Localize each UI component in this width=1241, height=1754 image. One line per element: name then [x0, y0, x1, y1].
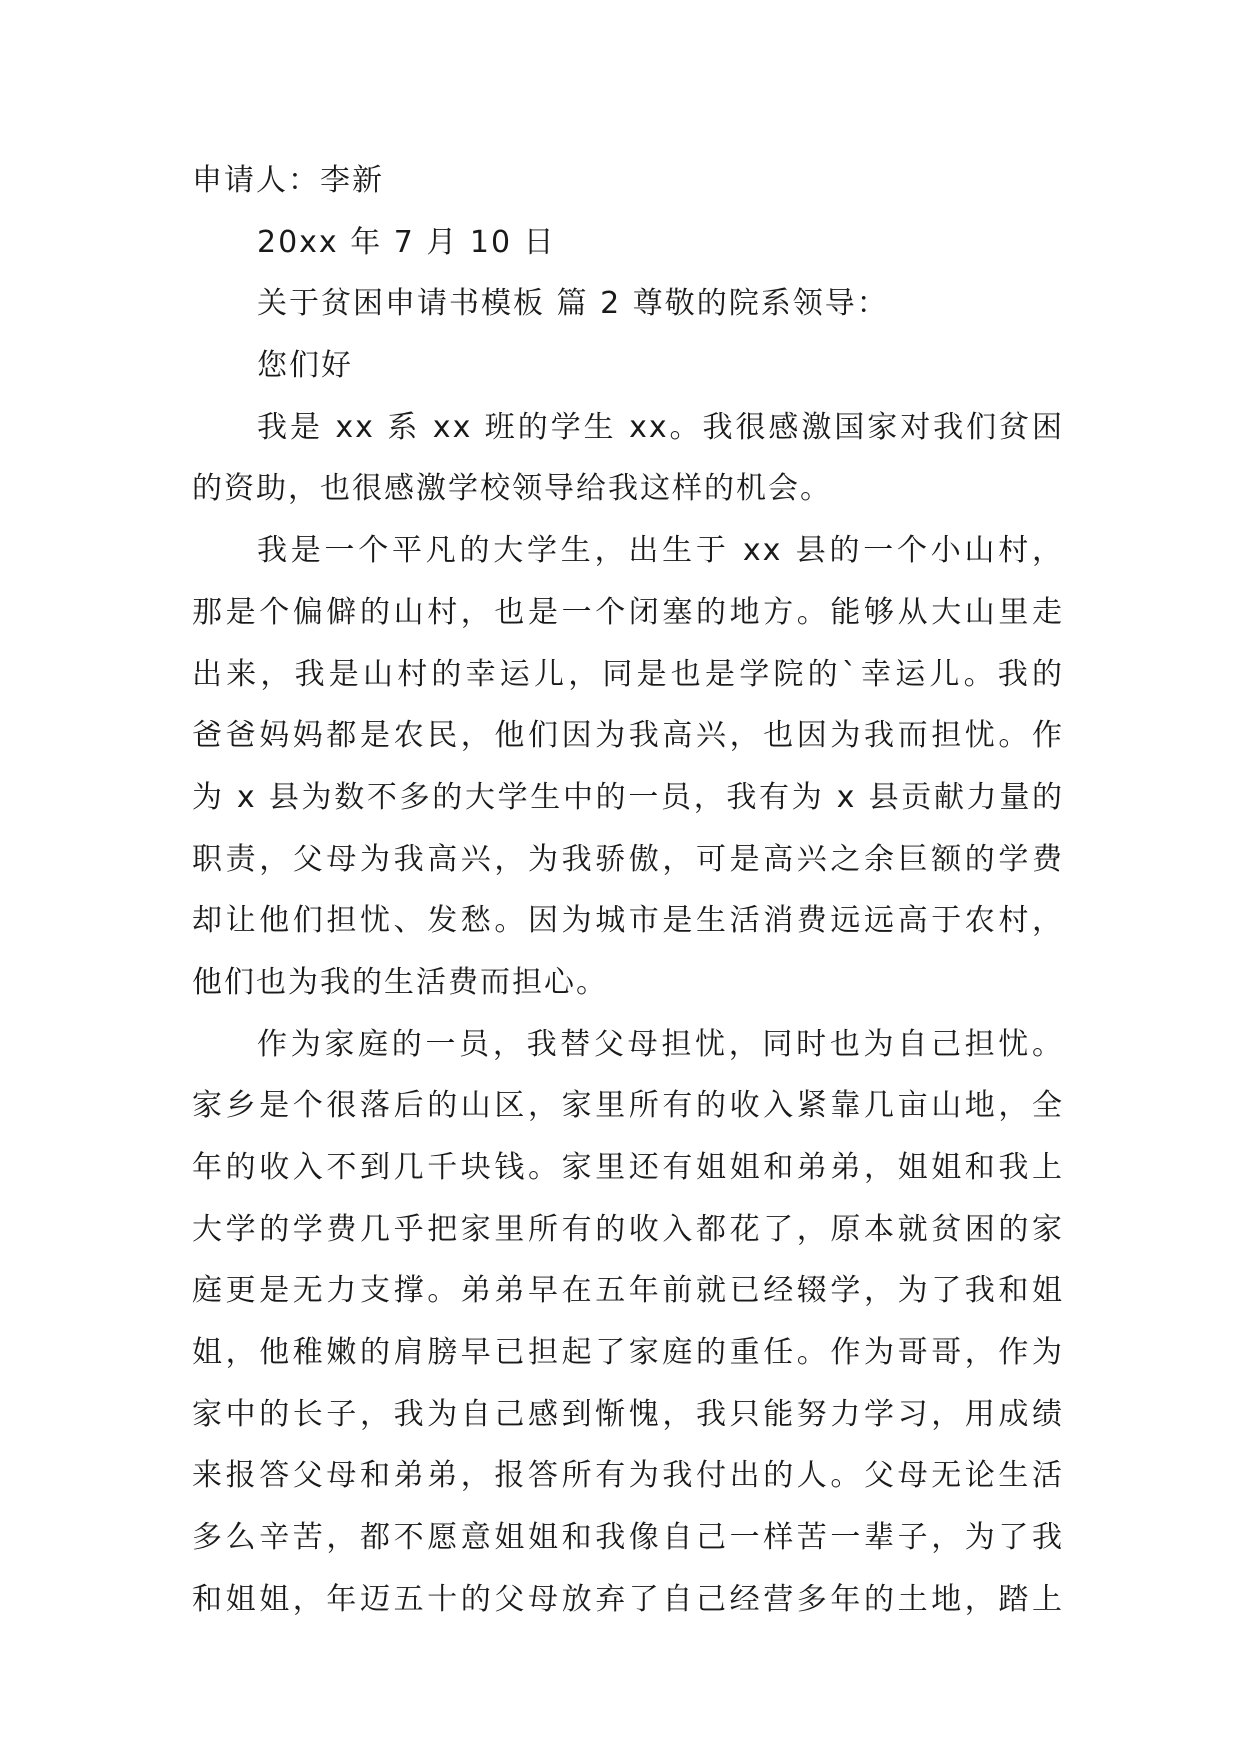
body-line: 我是一个平凡的大学生，出生于 xx 县的一个小山村， [257, 533, 1064, 569]
body-line: 我是 xx 系 xx 班的学生 xx。我很感激国家对我们贫困 [257, 409, 1064, 445]
body-line: 庭更是无力支撑。弟弟早在五年前就已经辍学，为了我和姐 [192, 1273, 1064, 1309]
date-line: 20xx 年 7 月 10 日 [257, 224, 556, 260]
body-line: 却让他们担忧、发愁。因为城市是生活消费远远高于农村， [192, 903, 1064, 939]
body-line: 家乡是个很落后的山区，家里所有的收入紧靠几亩山地，全 [192, 1088, 1064, 1124]
body-line: 职责，父母为我高兴，为我骄傲，可是高兴之余巨额的学费 [192, 841, 1064, 877]
applicant-line: 申请人：李新 [192, 163, 384, 198]
body-line: 年的收入不到几千块钱。家里还有姐姐和弟弟，姐姐和我上 [192, 1150, 1064, 1185]
title-line: 关于贫困申请书模板 篇 2 尊敬的院系领导： [257, 286, 889, 322]
body-line: 大学的学费几乎把家里所有的收入都花了，原本就贫困的家 [192, 1211, 1064, 1247]
body-line: 为 x 县为数不多的大学生中的一员，我有为 x 县贡献力量的 [192, 779, 1064, 815]
body-line: 多么辛苦，都不愿意姐姐和我像自己一样苦一辈子，为了我 [192, 1520, 1064, 1556]
body-line: 出来，我是山村的幸运儿，同是也是学院的`幸运儿。我的 [192, 656, 1064, 692]
document-page [192, 150, 1064, 1631]
greeting-line: 您们好 [257, 348, 353, 384]
body-line: 和姐姐，年迈五十的父母放弃了自己经营多年的土地，踏上 [192, 1581, 1064, 1617]
body-line: 那是个偏僻的山村，也是一个闭塞的地方。能够从大山里走 [192, 594, 1064, 630]
body-line: 家中的长子，我为自己感到惭愧，我只能努力学习，用成绩 [192, 1396, 1064, 1432]
body-line: 爸爸妈妈都是农民，他们因为我高兴，也因为我而担忧。作 [192, 718, 1064, 754]
body-line: 他们也为我的生活费而担心。 [192, 964, 608, 1000]
body-line: 作为家庭的一员，我替父母担忧，同时也为自己担忧。 [257, 1026, 1064, 1062]
body-line: 来报答父母和弟弟，报答所有为我付出的人。父母无论生活 [192, 1458, 1064, 1494]
body-line: 的资助，也很感激学校领导给我这样的机会。 [192, 471, 832, 507]
body-line: 姐，他稚嫩的肩膀早已担起了家庭的重任。作为哥哥，作为 [192, 1335, 1064, 1371]
